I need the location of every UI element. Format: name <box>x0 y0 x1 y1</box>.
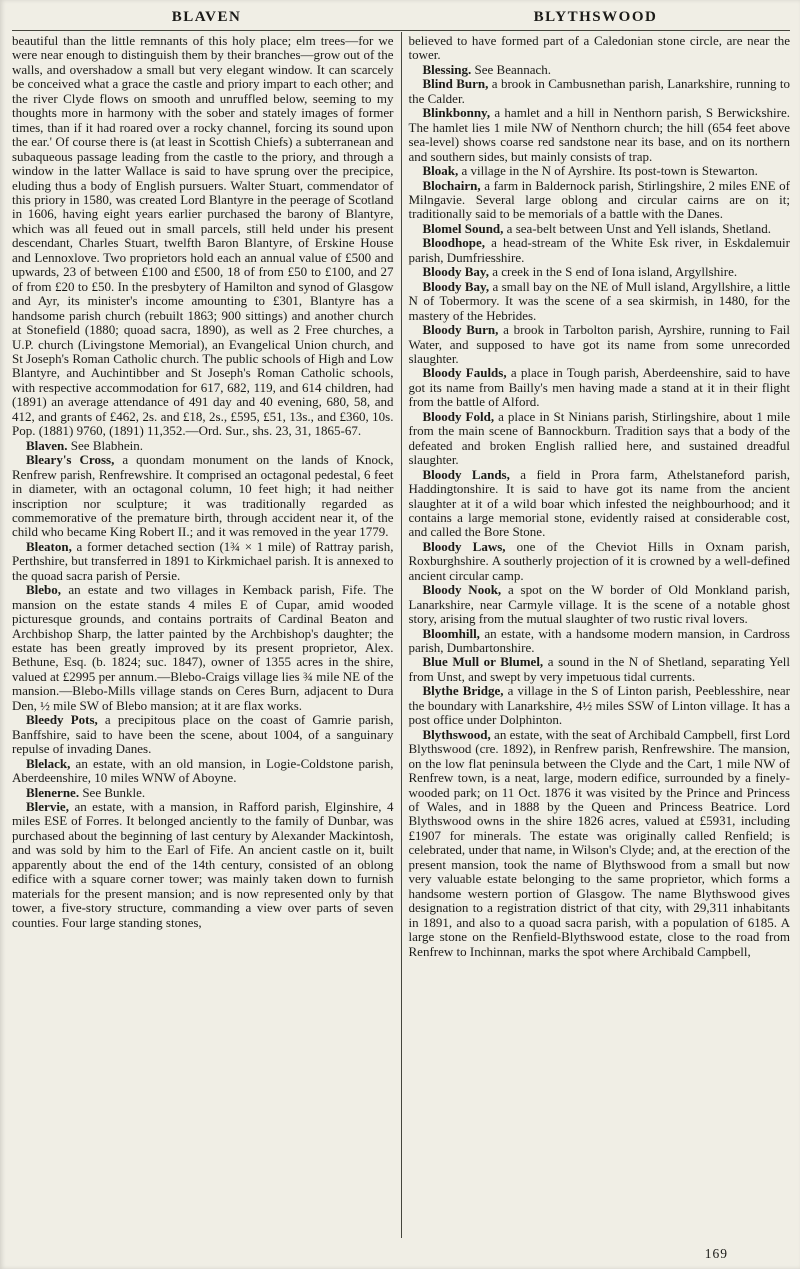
entry-headword: Bloody Faulds, <box>422 365 507 381</box>
gazetteer-entry <box>409 77 791 106</box>
gazetteer-entry <box>12 439 394 453</box>
entry-text: a spot on the W border of Old Monkland parish, Lanarkshire, near Carmyle village. It is the scene of a notable ghost story, arising from the mutual slaughter of two rustic rival lovers. <box>408 582 790 627</box>
entry-headword: Blinkbonny, <box>422 105 491 121</box>
entry-text: a brook in Cambusnethan parish, Lanarkshire, running to the Calder. <box>408 76 790 106</box>
gazetteer-entry <box>409 222 791 236</box>
continuation-paragraph: beautiful than the little remnants of this holy place; elm trees—for we were near enough to distinguish them by their branches—grow out of the walls, and overshadow a small but very elegant window. It can scarcely be conceived what a grace the castle and priory impart to each other; and the river Clyde flows on smooth and unruffled below, seeming to my thoughts more in harmony with the sober and stately images of former times, than if it had roared over a rocky channel, forcing its sound upon the ear.' Of course there is (at least in Scottish Chiefs) a subterranean and subaqueous passage leading from the castle to the priory, and through a window in the latter Wallace is said to have sprung over the precipice, eluding thus a body of English pursuers. Walter Stuart, commendator of this priory in 1580, was created Lord Blantyre in the peerage of Scotland in 1606, having eight years earlier purchased the barony of Blantyre, which was all feued out in small parcels, still held under his present descendant, Charles Stuart, twelfth Baron Blantyre, of Erskine House and Lennoxlove. Two proprietors hold each an annual value of £500 and upwards, 23 of between £100 and £500, 18 of from £50 to £100, and 27 of from £20 to £50. In the presbytery of Hamilton and synod of Glasgow and Ayr, its minister's income amounting to £301, Blantyre has a handsome parish church (rebuilt 1863; 900 sittings) and another church at Stonefield (1880; quoad sacra, 1890), as well as 2 Free churches, a U.P. church (Livingstone Memorial), an Evangelical Union church, and St Joseph's Roman Catholic church. The public schools of High and Low Blantyre, and Auchintibber and St Joseph's Roman Catholic schools, with respective accommodation for 617, 682, 119, and 614 children, had (1891) an average attendance of 491 day and 40 evening, 680, 58, and 412, and grants of £462, 2s. and £18, 2s., £595, £51, 13s., and £360, 10s. Pop. (1881) 9760, (1891) 11,352.—Ord. Sur., shs. 23, 31, 1865-67. <box>12 33 394 439</box>
gazetteer-entry <box>409 265 791 279</box>
entry-headword: Blervie, <box>26 799 69 815</box>
entry-headword: Bloody Fold, <box>422 408 495 424</box>
entry-headword: Bloody Burn, <box>422 322 499 338</box>
entry-text: a precipitous place on the coast of Gamrie parish, Banffshire, said to have been the scene, about 1004, of a sanguinary repulse of invading Danes. <box>12 712 394 757</box>
entry-headword: Blebo, <box>26 582 62 598</box>
entry-text: a small bay on the NE of Mull island, Argyllshire, a little N of Tobermory. It was the scene of a sea skirmish, in 1480, for the mastery of the Hebrides. <box>408 278 790 323</box>
entry-headword: Blythswood, <box>422 726 491 742</box>
gazetteer-entry <box>409 323 791 366</box>
entry-headword: Blue Mull or Blumel, <box>422 654 544 670</box>
gazetteer-entry <box>409 627 791 656</box>
entry-headword: Blind Burn, <box>422 76 489 92</box>
entry-text: a sea-belt between Unst and Yell islands, Shetland. <box>503 220 771 236</box>
entry-headword: Blelack, <box>26 755 71 771</box>
entry-headword: Bloody Laws, <box>422 538 506 554</box>
entry-text: one of the Cheviot Hills in Oxnam parish, Roxburghshire. A southerly projection of it is crowned by a well-defined ancient circular camp. <box>408 538 790 583</box>
entry-text: a field in Prora farm, Athelstaneford parish, Haddingtonshire. It is said to have got its name from the ancient slaughter at it of a wild boar which infested the neighbourhood; and it contains a large memorial stone, evidently raised at considerable cost, and called the Bore Stone. <box>408 466 790 540</box>
entry-text: See Bunkle. <box>79 784 146 800</box>
gazetteer-entry <box>409 106 791 164</box>
entry-headword: Bloody Lands, <box>422 466 510 482</box>
gazetteer-entry <box>409 583 791 626</box>
entry-text: a creek in the S end of Iona island, Argyllshire. <box>488 264 738 280</box>
gazetteer-entry <box>409 63 791 77</box>
gazetteer-entry <box>409 540 791 583</box>
gazetteer-entry <box>12 800 394 930</box>
entry-headword: Blochairn, <box>422 177 481 193</box>
entry-text: a quondam monument on the lands of Knock, Renfrew parish, Renfrewshire. It comprised an octagonal pedestal, 6 feet in diameter, with an octagonal column, 10 feet high; it had neither inscription nor sculpture; it was traditionally regarded as commemorative of the premature birth, through accident near it, of the child who became King Robert II.; and it was removed in the year 1779. <box>12 452 394 540</box>
gazetteer-entry <box>12 583 394 713</box>
gazetteer-entry <box>409 280 791 323</box>
right-column <box>402 32 791 1238</box>
running-head-right: BLYTHSWOOD <box>533 9 658 25</box>
entry-headword: Bloody Nook, <box>422 582 502 598</box>
entry-headword: Bloodhope, <box>422 235 485 251</box>
left-column <box>12 32 401 1238</box>
page-number: 169 <box>704 1246 728 1261</box>
entry-text: a farm in Baldernock parish, Stirlingshire, 2 miles ENE of Milngavie. Several large oblong and circular cairns are on it; traditionally said to be memorials of a battle with the Danes. <box>408 177 790 222</box>
entry-text: a head-stream of the White Esk river, in Eskdalemuir parish, Dumfriesshire. <box>408 235 790 265</box>
entry-headword: Bleedy Pots, <box>26 712 98 728</box>
entry-text: an estate and two villages in Kemback parish, Fife. The mansion on the estate stands 4 miles E of Cupar, amid wooded picturesque grounds, and contains portraits of Cardinal Beaton and Archbishop Sharp, the latter painted by the Archbishop's daughter; the estate has been greatly improved by its present proprietor, Alex. Bethune, Esq. (b. 1824; suc. 1847), owner of 1355 acres in the shire, valued at £2995 per annum.—Blebo-Craigs village lies ¾ mile NE of the mansion.—Blebo-Mills village stands on Ceres Burn, adjacent to Dura Den, ½ mile SW of Blebo mansion; at it are flax works. <box>12 582 394 713</box>
continuation-paragraph: believed to have formed part of a Caledonian stone circle, are near the tower. <box>408 33 790 63</box>
entry-headword: Bloomhill, <box>422 625 480 641</box>
gazetteer-entry <box>12 453 394 540</box>
text-columns <box>12 32 790 1238</box>
entry-headword: Blythe Bridge, <box>422 683 504 699</box>
gazetteer-entry <box>12 786 394 800</box>
header-rule <box>12 30 790 31</box>
running-head <box>12 6 790 30</box>
entry-text: a sound in the N of Shetland, separating Yell from Unst, and swept by very impetuous tidal currents. <box>408 654 790 684</box>
entry-text: an estate, with a mansion, in Rafford parish, Elginshire, 4 miles ESE of Forres. It belonged anciently to the family of Dunbar, was purchased about the beginning of last century by Alexander Mackintosh, and was sold by him to the Earl of Fife. An ancient castle on it, built apparently about the end of the 14th century, consisted of an oblong edifice with a square corner tower; was mainly taken down to furnish materials for the present mansion; and is now represented only by that tower, a five-story structure, commanding a view over parts of seven counties. Four large standing stones, <box>12 799 394 930</box>
entry-headword: Blomel Sound, <box>422 220 504 236</box>
entry-text: an estate, with an old mansion, in Logie-Coldstone parish, Aberdeenshire, 10 miles WNW of Aboyne. <box>12 755 394 786</box>
entry-text: a brook in Tarbolton parish, Ayrshire, running to Fail Water, and supposed to have got its name from some unrecorded slaughter. <box>408 322 790 366</box>
running-head-left: BLAVEN <box>171 9 242 25</box>
gazetteer-entry <box>409 164 791 178</box>
gazetteer-entry <box>12 757 394 786</box>
entry-headword: Bleary's Cross, <box>26 452 115 468</box>
entry-headword: Bloak, <box>422 163 459 179</box>
entry-headword: Blaven. <box>26 437 68 453</box>
gazetteer-entry <box>409 236 791 265</box>
entry-text: a former detached section (1¾ × 1 mile) of Rattray parish, Perthshire, but transferred in 1891 to Kirkmichael parish. It is annexed to the quoad sacra parish of Persie. <box>12 538 394 583</box>
gazetteer-entry <box>409 179 791 222</box>
gazetteer-entry <box>409 684 791 727</box>
entry-headword: Bloody Bay, <box>422 278 490 294</box>
gazetteer-entry <box>409 468 791 540</box>
gazetteer-entry <box>12 713 394 756</box>
entry-text: a hamlet and a hill in Nenthorn parish, S Berwickshire. The hamlet lies 1 mile NW of Nenthorn church; the hill (654 feet above sea-level) shows coarse red sandstone near its base, and on its northern and southern sides, but mainly consists of trap. <box>408 105 790 164</box>
entry-text: a place in St Ninians parish, Stirlingshire, about 1 mile from the main scene of Bannockburn. Tradition says that a body of the defeated and broken English rallied here, and sustained dreadful slaughter. <box>408 408 790 468</box>
entry-headword: Bleaton, <box>26 538 72 554</box>
entry-headword: Bloody Bay, <box>422 264 489 280</box>
gazetteer-entry <box>409 655 791 684</box>
entry-text: an estate, with a handsome modern mansion, in Cardross parish, Dumbartonshire. <box>408 625 790 656</box>
entry-text: See Beannach. <box>471 61 552 77</box>
entry-text: a village in the S of Linton parish, Peeblesshire, near the boundary with Lanarkshire, 4½ miles SSW of Linton village. It has a post office under Dolphinton. <box>408 683 790 728</box>
entry-text: an estate, with the seat of Archibald Campbell, first Lord Blythswood (cre. 1892), in Renfrew parish, Renfrewshire. The mansion, on the low flat peninsula between the Clyde and the Cart, 1 mile NW of Renfrew town, is a neat, large, modern edifice, surrounded by a finely-wooded park; on 11 Oct. 1876 it was visited by the Prince and Princess of Wales, and in 1888 by the Queen and Princess Beatrice. Lord Blythswood owns in the shire 1826 acres, valued at £5931, including £1907 for minerals. The estate was originally called Renfield; is celebrated, under that name, in Wilson's Clyde; and, at the erection of the present mansion, took the name of Blythswood from a small but now very valuable estate belonging to the same proprietor, which forms a handsome western portion of Glasgow. The name Blythswood gives designation to a registration district of that city, with 29,311 inhabitants in 1891, and also to a quoad sacra parish, with a population of 6185. A large stone on the Renfield-Blythswood estate, close to the road from Renfrew to Inchinnan, marks the spot where Archibald Campbell, <box>408 726 790 959</box>
entry-text: a place in Tough parish, Aberdeenshire, said to have got its name from Bailly's men having made a stand at it in their flight from the battle of Alford. <box>408 365 790 410</box>
gazetteer-entry <box>409 366 791 409</box>
entry-text: See Blabhein. <box>67 437 144 453</box>
entry-headword: Blenerne. <box>26 784 80 800</box>
gazetteer-entry <box>409 410 791 468</box>
entry-headword: Blessing. <box>422 61 472 77</box>
gazetteer-entry <box>409 728 791 959</box>
entry-text: a village in the N of Ayrshire. Its post-town is Stewarton. <box>458 163 758 179</box>
gazetteer-entry <box>12 540 394 583</box>
